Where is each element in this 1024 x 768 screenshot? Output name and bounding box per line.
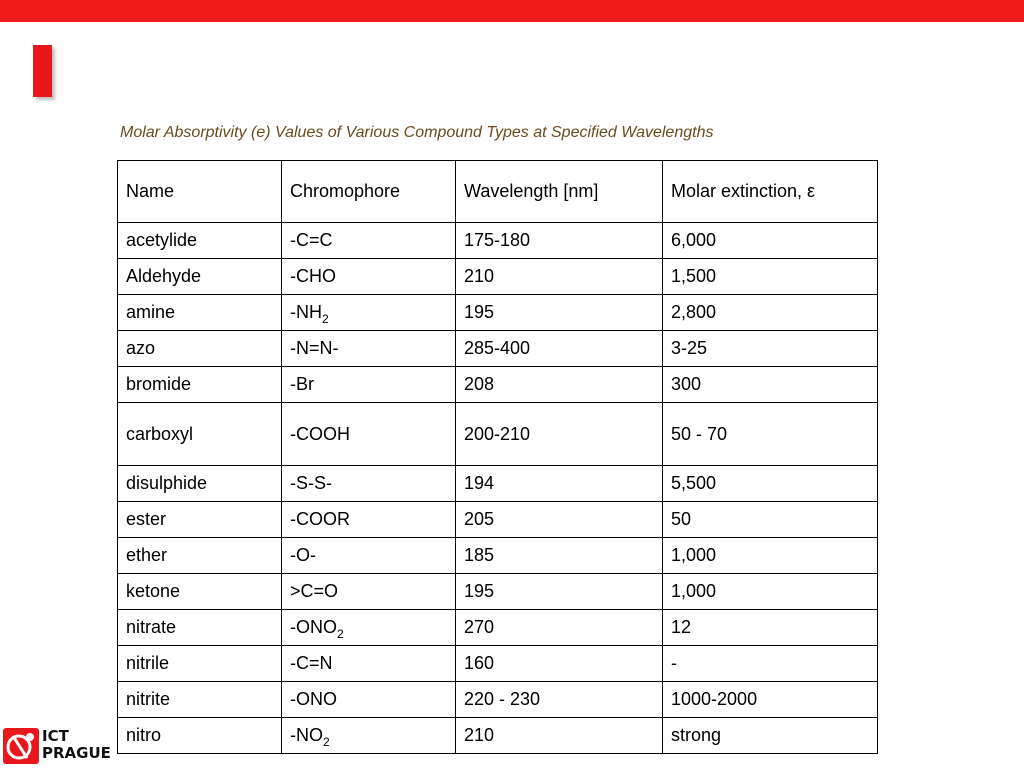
cell-molar-extinction: strong (663, 718, 878, 754)
table-row (118, 466, 878, 502)
cell-name: acetylide (118, 223, 282, 259)
cell-name: ether (118, 538, 282, 574)
cell-molar-extinction: 50 (663, 502, 878, 538)
table-row (118, 295, 878, 331)
cell-chromophore (282, 223, 456, 259)
table-row (118, 223, 878, 259)
absorptivity-table (117, 160, 878, 754)
table-row (118, 259, 878, 295)
chromophore-formula: -S-S- (290, 473, 332, 493)
cell-molar-extinction: 5,500 (663, 466, 878, 502)
chromophore-formula: -COOR (290, 509, 350, 529)
chromophore-formula: -Br (290, 374, 314, 394)
cell-wavelength: 208 (456, 367, 663, 403)
chromophore-formula: -C=N (290, 653, 333, 673)
cell-chromophore (282, 466, 456, 502)
chromophore-formula: >C=O (290, 581, 339, 601)
chromophore-formula: -N=N- (290, 338, 339, 358)
logo-wordmark (42, 728, 111, 762)
table-row (118, 367, 878, 403)
cell-wavelength: 220 - 230 (456, 682, 663, 718)
cell-wavelength: 175-180 (456, 223, 663, 259)
cell-chromophore (282, 502, 456, 538)
table-header-row (118, 161, 878, 223)
cell-molar-extinction: 1,500 (663, 259, 878, 295)
cell-wavelength: 285-400 (456, 331, 663, 367)
cell-chromophore (282, 682, 456, 718)
cell-chromophore (282, 331, 456, 367)
ict-logo-icon (3, 728, 39, 764)
logo-line-1: ICT (42, 727, 69, 745)
cell-name: nitrite (118, 682, 282, 718)
chromophore-formula: -C=C (290, 230, 333, 250)
slide-marker (33, 45, 52, 97)
cell-wavelength: 195 (456, 574, 663, 610)
logo-line-2: PRAGUE (42, 744, 111, 762)
table-row (118, 331, 878, 367)
cell-name: azo (118, 331, 282, 367)
chromophore-formula: -O- (290, 545, 316, 565)
ict-prague-logo (3, 728, 123, 764)
cell-chromophore (282, 403, 456, 466)
table-body (118, 223, 878, 754)
chromophore-subscript: 2 (322, 312, 329, 326)
cell-molar-extinction: 2,800 (663, 295, 878, 331)
cell-chromophore (282, 718, 456, 754)
table-row (118, 502, 878, 538)
cell-molar-extinction: 6,000 (663, 223, 878, 259)
header-chromophore: Chromophore (282, 161, 456, 223)
table-row (118, 646, 878, 682)
cell-chromophore (282, 610, 456, 646)
header-wavelength: Wavelength [nm] (456, 161, 663, 223)
cell-molar-extinction: 3-25 (663, 331, 878, 367)
cell-wavelength: 205 (456, 502, 663, 538)
chromophore-formula: -ONO (290, 689, 337, 709)
cell-molar-extinction: - (663, 646, 878, 682)
cell-wavelength: 195 (456, 295, 663, 331)
table-row (118, 718, 878, 754)
cell-molar-extinction: 300 (663, 367, 878, 403)
chromophore-formula: -NO (290, 725, 323, 745)
table-caption: Molar Absorptivity (e) Values of Various Compound Types at Specified Wavelengths (120, 124, 714, 141)
cell-chromophore (282, 295, 456, 331)
cell-wavelength: 210 (456, 718, 663, 754)
cell-chromophore (282, 538, 456, 574)
cell-name: Aldehyde (118, 259, 282, 295)
cell-molar-extinction: 50 - 70 (663, 403, 878, 466)
cell-name: amine (118, 295, 282, 331)
cell-wavelength: 160 (456, 646, 663, 682)
cell-name: ketone (118, 574, 282, 610)
cell-chromophore (282, 259, 456, 295)
cell-name: nitrate (118, 610, 282, 646)
chromophore-formula: -CHO (290, 266, 336, 286)
cell-wavelength: 210 (456, 259, 663, 295)
cell-name: ester (118, 502, 282, 538)
table-row (118, 574, 878, 610)
cell-chromophore (282, 574, 456, 610)
table-row (118, 403, 878, 466)
cell-wavelength: 194 (456, 466, 663, 502)
cell-molar-extinction: 1,000 (663, 574, 878, 610)
chromophore-subscript: 2 (337, 627, 344, 641)
header-name: Name (118, 161, 282, 223)
cell-name: disulphide (118, 466, 282, 502)
chromophore-formula: -COOH (290, 423, 350, 444)
chromophore-formula: -NH (290, 302, 322, 322)
cell-wavelength: 200-210 (456, 403, 663, 466)
cell-wavelength: 270 (456, 610, 663, 646)
cell-chromophore (282, 646, 456, 682)
chromophore-formula: -ONO (290, 617, 337, 637)
cell-chromophore (282, 367, 456, 403)
table-row (118, 682, 878, 718)
cell-wavelength: 185 (456, 538, 663, 574)
cell-name: nitrile (118, 646, 282, 682)
header-molar-extinction: Molar extinction, ε (663, 161, 878, 223)
cell-molar-extinction: 12 (663, 610, 878, 646)
cell-molar-extinction: 1,000 (663, 538, 878, 574)
top-accent-bar (0, 0, 1024, 22)
cell-name: carboxyl (118, 403, 282, 466)
chromophore-subscript: 2 (323, 735, 330, 749)
table-row (118, 538, 878, 574)
cell-name: nitro (118, 718, 282, 754)
table-row (118, 610, 878, 646)
cell-molar-extinction: 1000-2000 (663, 682, 878, 718)
cell-name: bromide (118, 367, 282, 403)
